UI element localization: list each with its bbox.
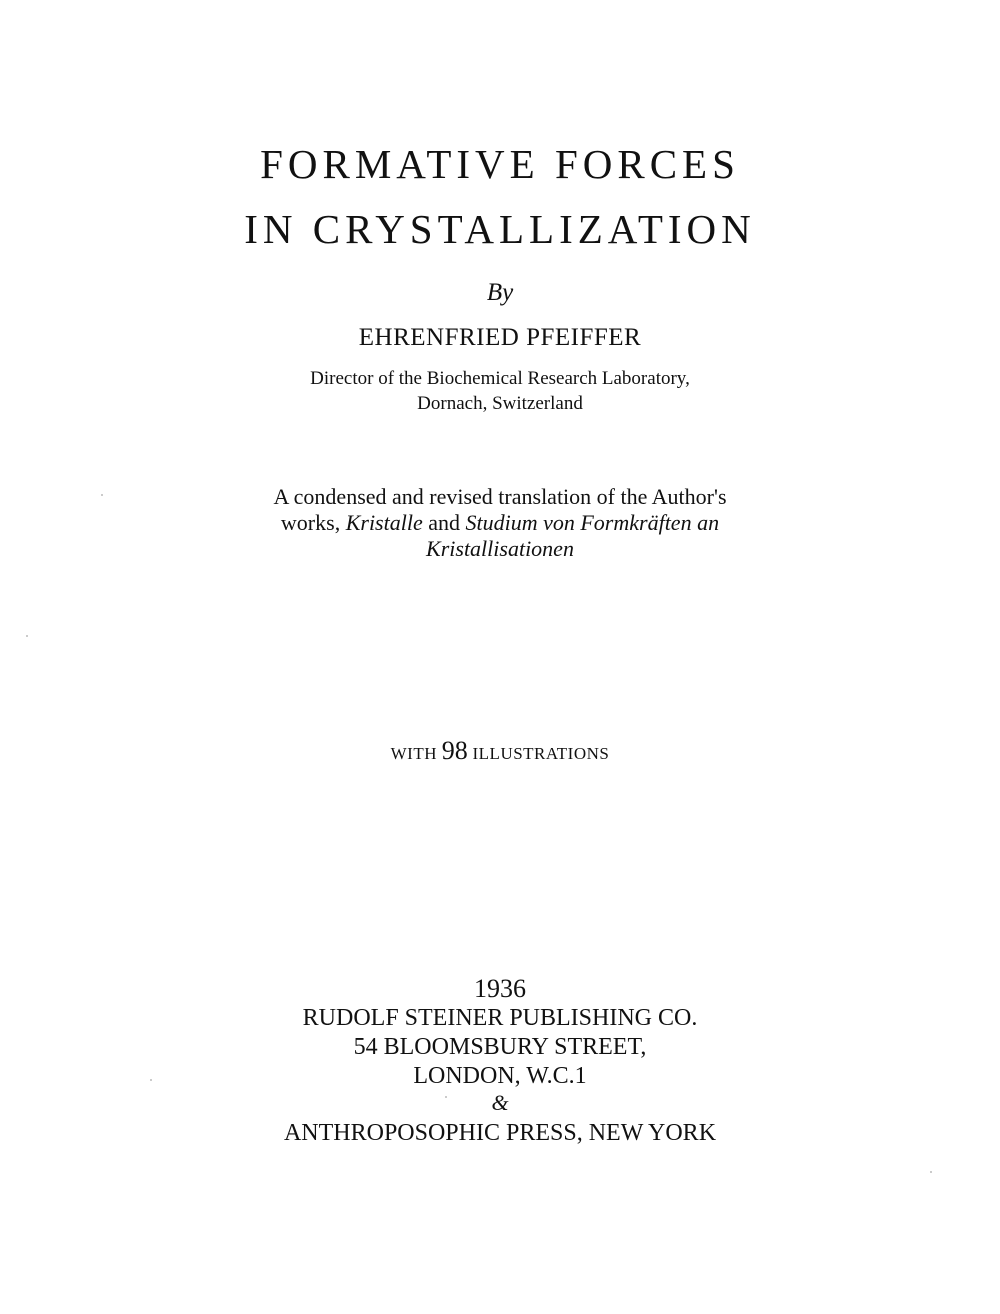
book-title-line-2: IN CRYSTALLIZATION <box>244 206 756 252</box>
translation-note-prefix: works, <box>280 510 346 535</box>
paper-speck <box>101 494 103 496</box>
translation-note-line-2 <box>0 510 1000 536</box>
book-title-line-1: FORMATIVE FORCES <box>260 141 740 187</box>
translation-note-line-1: A condensed and revised translation of the Author's <box>273 484 727 509</box>
illustrations-with: WITH <box>390 744 438 763</box>
illustrations-line <box>0 736 1000 766</box>
publication-year: 1936 <box>474 974 526 1003</box>
ampersand: & <box>491 1090 509 1115</box>
illustrations-count: 98 <box>441 736 468 765</box>
publisher-address: 54 BLOOMSBURY STREET, <box>353 1034 647 1060</box>
publisher-name: RUDOLF STEINER PUBLISHING CO. <box>302 1005 698 1031</box>
author-affiliation-line-2: Dornach, Switzerland <box>417 393 583 414</box>
paper-speck <box>930 1171 932 1173</box>
work-title-kristalle: Kristalle <box>345 510 423 535</box>
copublisher-name: ANTHROPOSOPHIC PRESS, NEW YORK <box>283 1120 717 1146</box>
author-name: EHRENFRIED PFEIFFER <box>358 324 642 351</box>
work-title-kristallisationen: Kristallisationen <box>426 536 574 561</box>
by-label: By <box>486 279 514 306</box>
translation-note-mid: and <box>422 510 466 535</box>
work-title-studium: Studium von Formkräften an <box>465 510 720 535</box>
translation-note-line-3 <box>0 536 1000 562</box>
illustrations-label: ILLUSTRATIONS <box>472 744 610 763</box>
paper-speck <box>150 1079 152 1081</box>
author-affiliation-line-1: Director of the Biochemical Research Laboratory, <box>310 368 690 389</box>
paper-speck <box>445 1096 447 1098</box>
paper-speck <box>26 635 28 637</box>
publisher-city: LONDON, W.C.1 <box>413 1063 587 1089</box>
